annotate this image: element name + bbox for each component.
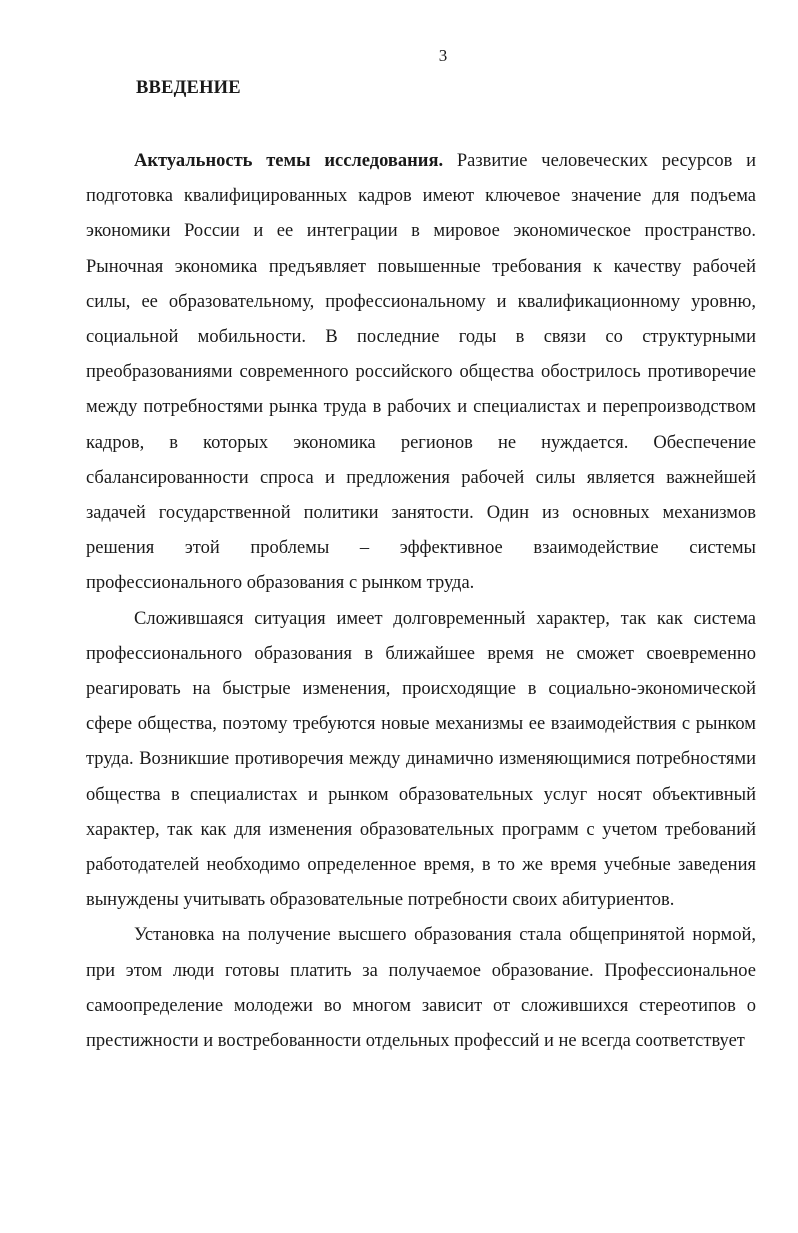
paragraph-lead: Актуальность темы исследования. <box>134 151 444 171</box>
paragraph-text: Развитие человеческих ресурсов и подготовка квалифицированных кадров имеют ключевое значение для подъема экономики России и ее интеграции в мировое экономическое пространство. Рыночная экономика предъявляет повышенные требования к качеству рабочей силы, ее образовательному, профессиональному и квалификационному уровню, социальной мобильности. В последние годы в связи со структурными преобразованиями современного российского общества обострилось противоречие между потребностями рынка труда в рабочих и специалистах и перепроизводством кадров, в которых экономика регионов не нуждается. Обеспечение сбалансированности спроса и предложения рабочей силы является важнейшей задачей государственной политики занятости. Один из основных механизмов решения этой проблемы – эффективное взаимодействие системы профессионального образования с рынком труда. <box>86 151 757 594</box>
paragraph-1 <box>86 144 756 602</box>
paragraph-text: Сложившаяся ситуация имеет долговременный характер, так как система профессионального образования в ближайшее время не сможет своевременно реагировать на быстрые изменения, происходящие в социально-экономической сфере общества, поэтому требуются новые механизмы ее взаимодействия с рынком труда. Возникшие противоречия между динамично изменяющимися потребностями общества в специалистах и рынком образовательных услуг носят объективный характер, так как для изменения образовательных программ с учетом требований работодателей необходимо определенное время, в то же время учебные заведения вынуждены учитывать образовательные потребности своих абитуриентов. <box>86 608 756 911</box>
body-text <box>86 144 756 1059</box>
paragraph-text: Установка на получение высшего образования стала общепринятой нормой, при этом люди готовы платить за получаемое образование. Профессиональное самоопределение молодежи во многом зависит от сложившихся стереотипов о престижности и востребованности отдельных профессий и не всегда соответствует <box>86 925 756 1052</box>
page-number: 3 <box>438 46 448 65</box>
paragraph-3 <box>86 918 756 1059</box>
paragraph-2 <box>86 602 756 919</box>
section-heading: ВВЕДЕНИЕ <box>136 78 241 98</box>
